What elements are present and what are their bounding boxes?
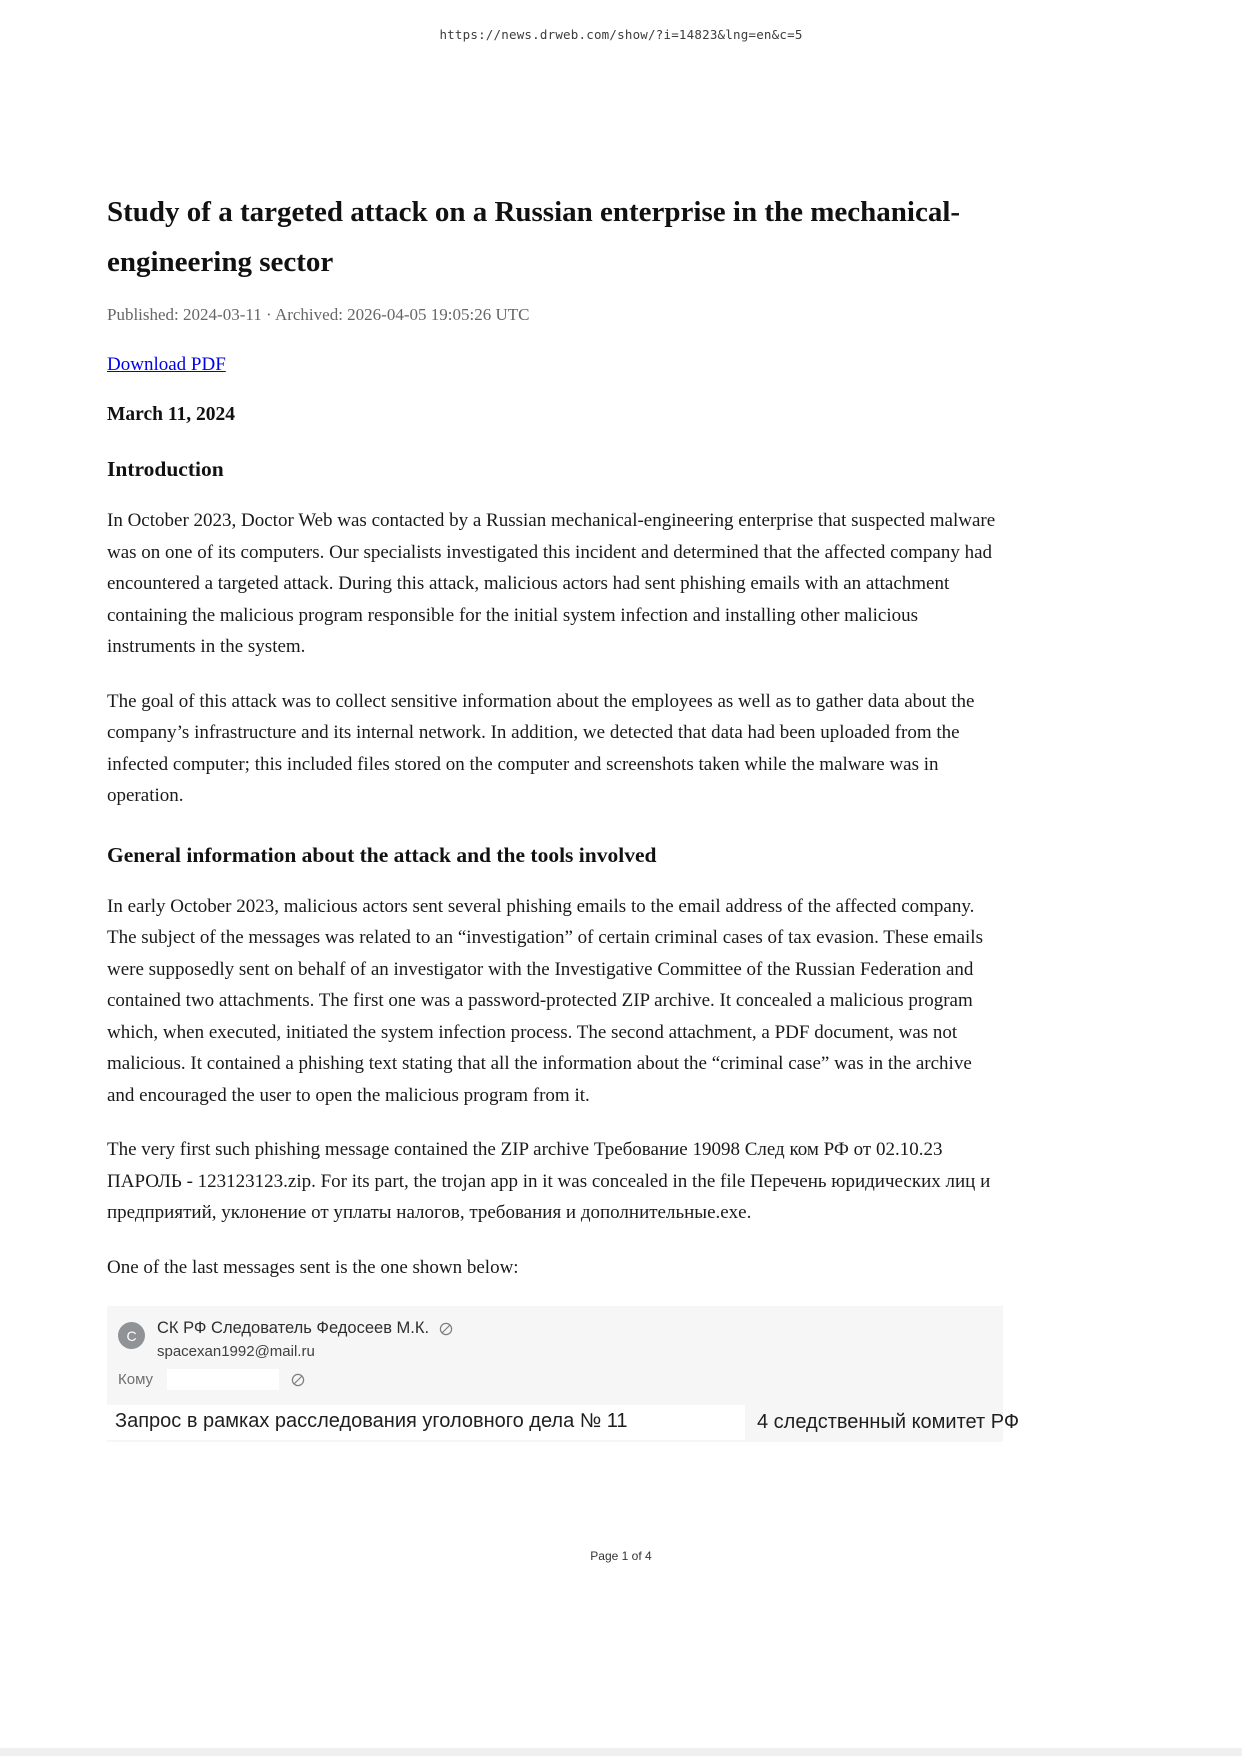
avatar: C xyxy=(118,1322,145,1349)
download-pdf-row xyxy=(107,354,1003,376)
paragraph-general-1: In early October 2023, malicious actors sent several phishing emails to the email address of the affected company. The subject of the messages was related to an “investigation” of certain criminal cases of tax evasion. These emails were supposedly sent on behalf of an investigator with the Investigative Committee of the Russian Federation and contained two attachments. The first one was a password-protected ZIP archive. It concealed a malicious program which, when executed, initiated the system infection process. The second attachment, a PDF document, was not malicious. It contained a phishing text stating that all the information about the “criminal case” was in the archive and encouraged the user to open the malicious program from it. xyxy=(107,895,983,1106)
email-sender-block xyxy=(157,1319,453,1360)
email-subject-org: 4 следственный комитет РФ xyxy=(757,1411,1020,1433)
email-subject-row xyxy=(107,1405,1020,1440)
email-header-row xyxy=(107,1315,1003,1362)
paragraph-intro-1: In October 2023, Doctor Web was contacted by a Russian mechanical-engineering enterprise that suspected malware was on one of its computers. Our specialists investigated this incident and determined that the affected company had encountered a targeted attack. During this attack, malicious actors had sent phishing emails with an attachment containing the malicious program responsible for the initial system infection and installing other malicious instruments in the system. xyxy=(107,510,996,657)
email-to-label: Кому xyxy=(118,1371,154,1388)
page-bottom-edge xyxy=(0,1748,1242,1756)
article-title: Study of a targeted attack on a Russian enterprise in the mechanical-engineering sector xyxy=(107,196,961,278)
article-date: March 11, 2024 xyxy=(107,404,236,425)
page-footer: Page 1 of 4 xyxy=(590,1549,652,1563)
section-heading-general-information: General information about the attack and the tools involved xyxy=(107,842,657,867)
article xyxy=(107,187,1020,1442)
blocked-image-icon xyxy=(439,1322,453,1336)
email-sender-address: spacexan1992@mail.ru xyxy=(157,1343,315,1360)
section-heading-introduction: Introduction xyxy=(107,457,224,481)
page-url: https://news.drweb.com/show/?i=14823&lng=en&c=5 xyxy=(439,27,803,42)
email-subject: Запрос в рамках расследования уголовного дела № 11 xyxy=(107,1405,745,1440)
email-screenshot xyxy=(107,1306,1020,1442)
paragraph-intro-2: The goal of this attack was to collect sensitive information about the employees as well as to gather data about the company’s infrastructure and its internal network. In addition, we detected that data had been uploaded from the infected computer; this included files stored on the computer and screenshots taken while the malware was in operation. xyxy=(107,690,975,806)
paragraph-general-3: One of the last messages sent is the one shown below: xyxy=(107,1256,519,1278)
email-sender-name: СК РФ Следователь Федосеев М.К. xyxy=(157,1319,430,1337)
article-meta: Published: 2024-03-11 · Archived: 2026-04-05 19:05:26 UTC xyxy=(107,305,530,324)
email-to-redacted-field xyxy=(167,1369,279,1390)
download-pdf-link[interactable]: Download PDF xyxy=(107,354,226,375)
blocked-image-icon xyxy=(291,1373,305,1387)
email-to-row xyxy=(107,1362,1003,1397)
paragraph-general-2: The very first such phishing message contained the ZIP archive Требование 19098 След ком РФ от 02.10.23 ПАРОЛЬ - 123123123.zip. For its part, the trojan app in it was concealed in the file Перечень юридических лиц и предприятий, уклонение от уплаты налогов, требования и дополнительные.exe. xyxy=(107,1139,991,1223)
